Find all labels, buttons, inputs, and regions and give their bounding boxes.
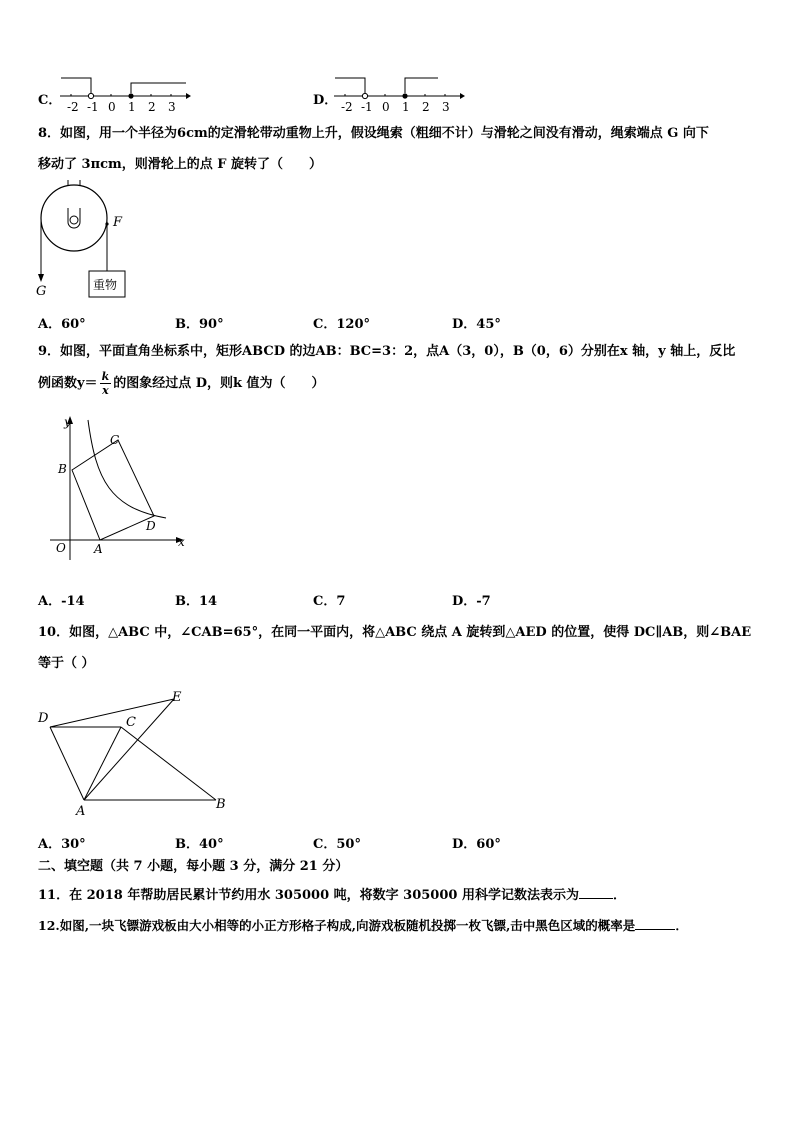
q10-label-b: B — [216, 797, 226, 812]
q7d-tick-3: 3 — [442, 100, 450, 114]
q7d-tick-2: 2 — [422, 100, 430, 114]
q8-pulley-figure — [34, 178, 134, 302]
q9-option-c[interactable]: C．7 — [313, 594, 346, 609]
q9-option-a[interactable]: A．-14 — [38, 594, 85, 609]
q7d-tick-1: 1 — [402, 100, 410, 114]
q9-stem-line2-end: 的图象经过点 D，则k 值为（ ） — [113, 376, 325, 391]
q10-option-d[interactable]: D．60° — [452, 837, 501, 852]
q7-option-c-number-line — [58, 74, 192, 114]
q9-label-a: A — [94, 542, 103, 556]
q7c-tick-m2: -2 — [67, 100, 79, 114]
q8-label-g: G — [36, 284, 47, 299]
q8-option-b[interactable]: B．90° — [175, 317, 224, 332]
q12-stem-end: ． — [675, 918, 688, 933]
q10-label-e: E — [172, 690, 182, 705]
q7-option-d-number-line — [332, 74, 466, 114]
q10-stem-line1: 10．如图，△ABC 中，∠CAB=65°，在同一平面内，将△ABC 绕点 A 旋转到△AED 的位置，使得 DC∥AB，则∠BAE — [38, 625, 752, 640]
q9-label-c: C — [110, 433, 120, 447]
q9-fraction-numerator: k — [101, 370, 110, 383]
q9-stem-line2-start: 例函数y＝ — [38, 376, 98, 391]
q9-label-y: y — [64, 415, 71, 429]
q7c-tick-3: 3 — [168, 100, 176, 114]
q8-stem-line1: 8．如图，用一个半径为6cm的定滑轮带动重物上升，假设绳索（粗细不计）与滑轮之间没有滑动，绳索端点 G 向下 — [38, 126, 709, 141]
q10-stem-line2: 等于（ ） — [38, 656, 95, 671]
q8-option-a[interactable]: A．60° — [38, 317, 86, 332]
q9-fraction-denominator: x — [102, 384, 109, 397]
q9-option-b[interactable]: B．14 — [175, 594, 218, 609]
q10-rotation-figure — [34, 684, 234, 818]
q11-stem — [38, 886, 626, 904]
q10-option-b[interactable]: B．40° — [175, 837, 224, 852]
section-2-title: 二、填空题（共 7 小题，每小题 3 分，满分 21 分） — [38, 859, 349, 874]
q9-label-d: D — [146, 519, 156, 533]
q8-stem-line2: 移动了 3πcm，则滑轮上的点 F 旋转了（ ） — [38, 157, 323, 172]
q8-option-d[interactable]: D．45° — [452, 317, 501, 332]
q9-fraction — [100, 371, 112, 396]
q7-option-d-label: D． — [313, 93, 338, 108]
q11-answer-blank[interactable] — [579, 886, 613, 899]
q12-stem-text: 12.如图,一块飞镖游戏板由大小相等的小正方形格子构成,向游戏板随机投掷一枚飞镖,击中黑色区域的概率是 — [38, 918, 636, 933]
q7d-tick-m1: -1 — [361, 100, 373, 114]
q8-option-c[interactable]: C．120° — [313, 317, 370, 332]
q7c-tick-1: 1 — [128, 100, 136, 114]
q12-answer-blank[interactable] — [635, 917, 675, 930]
q9-label-o: O — [56, 541, 66, 555]
q9-label-b: B — [58, 462, 67, 476]
q10-label-a: A — [76, 804, 86, 818]
q10-label-c: C — [126, 715, 136, 730]
q9-label-x: x — [178, 535, 185, 549]
q8-weight-label: 重物 — [93, 278, 118, 292]
q7-option-c-label: C． — [38, 93, 62, 108]
q9-stem-line2 — [38, 370, 325, 398]
q9-coordinate-figure — [38, 410, 198, 570]
q10-label-d: D — [38, 711, 49, 726]
q7c-tick-2: 2 — [148, 100, 156, 114]
q10-option-c[interactable]: C．50° — [313, 837, 361, 852]
q11-stem-end: ． — [612, 888, 626, 903]
q8-label-f: F — [113, 215, 123, 230]
q7d-tick-m2: -2 — [341, 100, 353, 114]
q9-stem-line1: 9．如图，平面直角坐标系中，矩形ABCD 的边AB：BC=3：2，点A（3，0），B（0，6）分别在x 轴，y 轴上，反比 — [38, 344, 736, 359]
q9-option-d[interactable]: D．-7 — [452, 594, 491, 609]
q12-stem — [38, 917, 688, 933]
q7c-tick-0: 0 — [108, 100, 116, 114]
q7c-tick-m1: -1 — [87, 100, 99, 114]
q11-stem-text: 11．在 2018 年帮助居民累计节约用水 305000 吨，将数字 305000 用科学记数法表示为 — [38, 888, 579, 903]
q10-option-a[interactable]: A．30° — [38, 837, 86, 852]
q7d-tick-0: 0 — [382, 100, 390, 114]
